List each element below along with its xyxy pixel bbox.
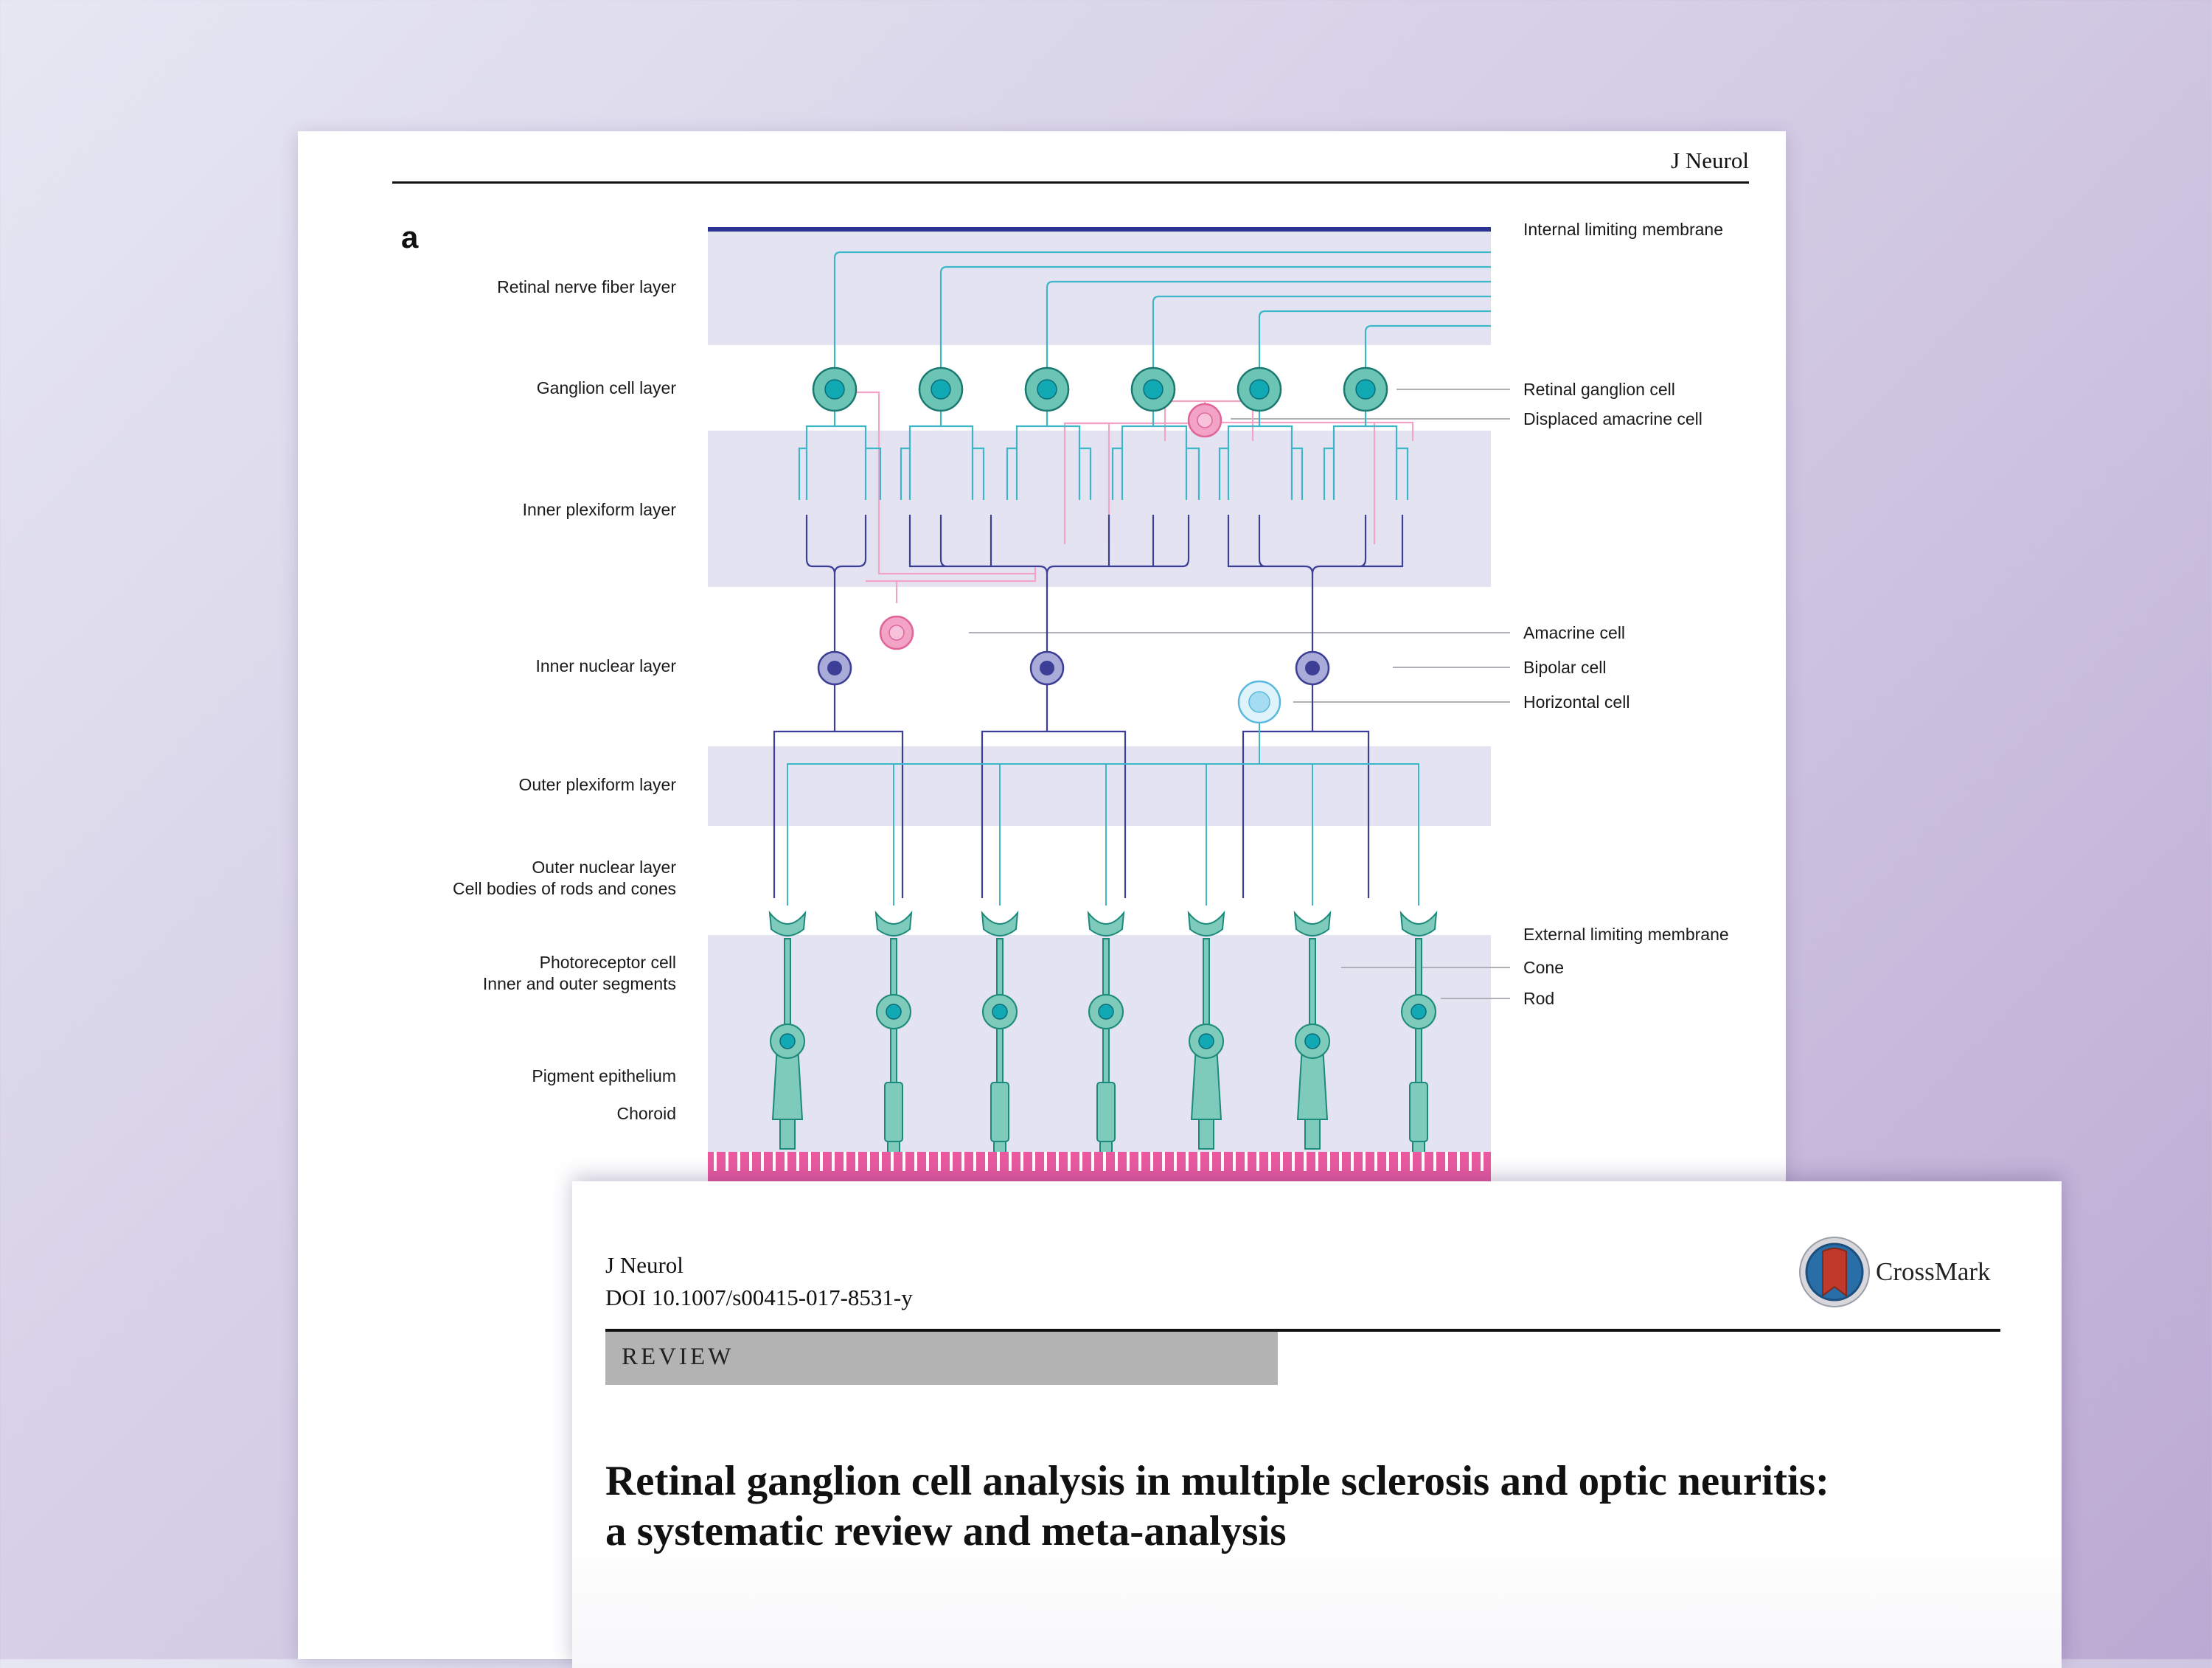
horizontal-cell [1239,681,1280,723]
displaced-amacrine-cell [1189,404,1221,437]
label-pr-1: Photoreceptor cell [539,953,676,972]
label-inl: Inner nuclear layer [535,656,676,675]
label-gcl: Ganglion cell layer [536,378,676,397]
annotation-rgc: Retinal ganglion cell [1523,380,1675,399]
article-doi: DOI 10.1007/s00415-017-8531-y [605,1285,913,1310]
annotation-rod: Rod [1523,989,1555,1008]
annotation-elm: External limiting membrane [1523,925,1729,944]
figure-panel-letter: a [401,220,419,254]
section-band [605,1332,1278,1385]
amacrine-cell [880,616,913,649]
band-opl [708,746,1491,826]
label-ipl: Inner plexiform layer [522,500,676,519]
internal-limiting-membrane [708,227,1491,232]
annotation-bipolar: Bipolar cell [1523,658,1607,677]
label-choroid: Choroid [616,1104,676,1123]
band-ipl [708,431,1491,587]
crossmark-badge[interactable] [1798,1231,1991,1313]
pigment-epithelium-villi [708,1152,1491,1184]
label-onl-1: Outer nuclear layer [532,858,676,877]
label-pr-2: Inner and outer segments [482,974,676,993]
section-label: REVIEW [622,1344,734,1370]
label-opl: Outer plexiform layer [518,775,676,794]
band-rnfl [708,227,1491,345]
annotation-cone: Cone [1523,958,1564,977]
ganglion-cells [813,368,1387,411]
bipolar-cells [818,652,1329,684]
label-onl-2: Cell bodies of rods and cones [452,879,676,898]
annotation-amacrine: Amacrine cell [1523,623,1626,642]
label-rpe: Pigment epithelium [532,1066,676,1085]
article-title: Retinal ganglion cell analysis in multiple sclerosis and optic neuritis: a systematic review and meta-analysis [605,1458,1829,1554]
label-rnfl: Retinal nerve fiber layer [497,277,676,296]
annotation-horizontal: Horizontal cell [1523,692,1630,712]
article-journal: J Neurol [605,1252,684,1278]
running-head-journal: J Neurol [1671,147,1749,173]
annotation-displaced-amacrine: Displaced amacrine cell [1523,409,1703,428]
article-first-page [572,1181,2062,1668]
crossmark-label: CrossMark [1876,1257,1991,1286]
annotation-ilm: Internal limiting membrane [1523,220,1724,239]
crossmark-icon [1798,1235,1871,1309]
